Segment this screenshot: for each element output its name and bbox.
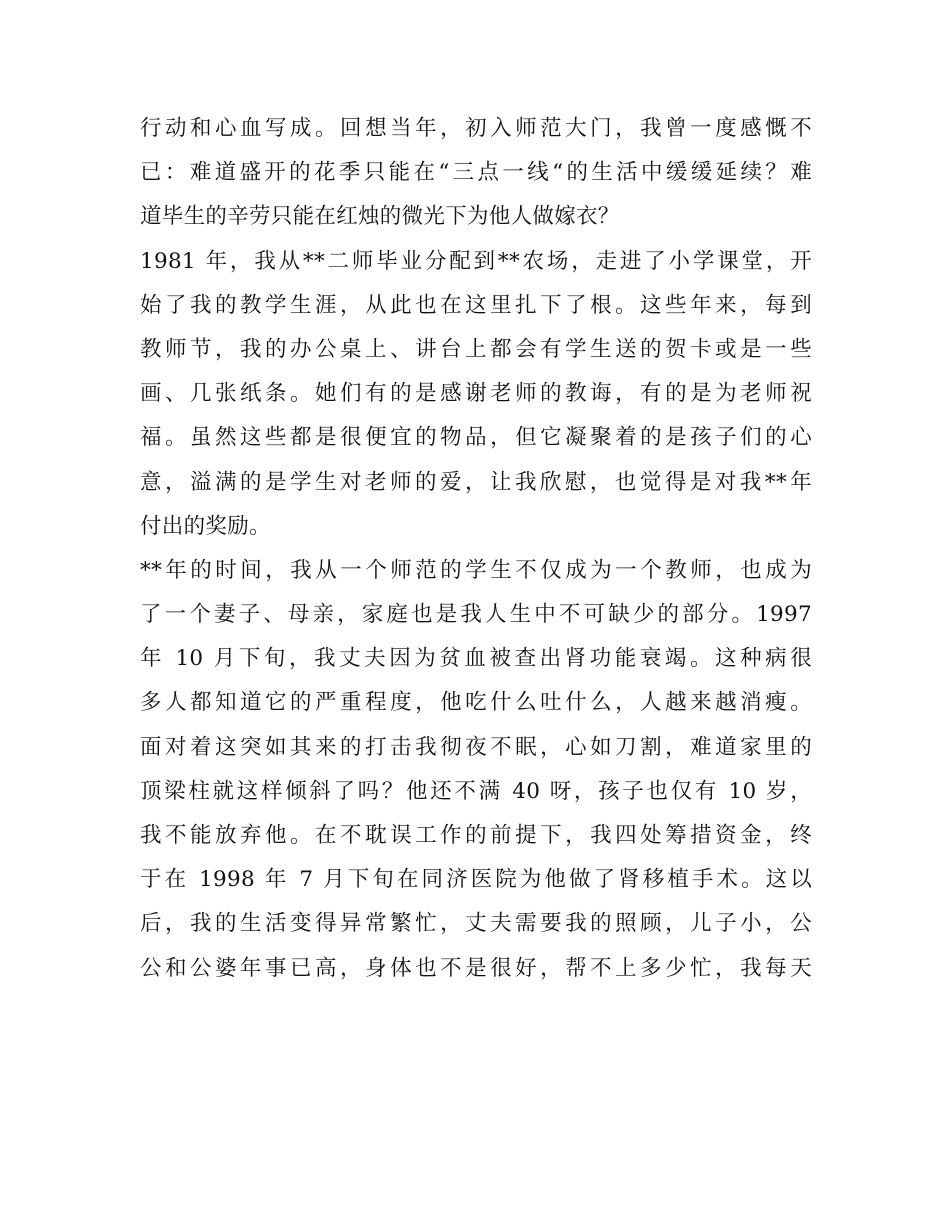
text-line: 顶梁柱就这样倾斜了吗？他还不满 40 呀，孩子也仅有 10 岁， (140, 778, 812, 804)
text-line: 福。虽然这些都是很便宜的物品，但它凝聚着的是孩子们的心 (140, 425, 812, 451)
text-line: 了一个妻子、母亲，家庭也是我人生中不可缺少的部分。1997 (140, 602, 812, 628)
text-line: 多人都知道它的严重程度，他吃什么吐什么，人越来越消瘦。 (140, 690, 812, 716)
text-line: 意，溢满的是学生对老师的爱，让我欣慰，也觉得是对我**年 (140, 469, 812, 495)
text-line: 我不能放弃他。在不耽误工作的前提下，我四处筹措资金，终 (140, 823, 812, 848)
text-line: 后，我的生活变得异常繁忙，丈夫需要我的照顾，儿子小，公 (140, 911, 812, 937)
text-line: 付出的奖励。 (140, 513, 271, 539)
text-line: 道毕生的辛劳只能在红烛的微光下为他人做嫁衣？ (140, 204, 620, 230)
text-line: 1981 年，我从**二师毕业分配到**农场，走进了小学课堂，开 (140, 248, 812, 274)
text-line: 面对着这突如其来的打击我彻夜不眠，心如刀割，难道家里的 (140, 734, 812, 760)
text-line: 已：难道盛开的花季只能在“三点一线“的生活中缓缓延续？难 (140, 160, 812, 186)
text-line: 于在 1998 年 7 月下旬在同济医院为他做了肾移植手术。这以 (140, 867, 812, 893)
text-line: 行动和心血写成。回想当年，初入师范大门，我曾一度感慨不 (140, 116, 812, 141)
text-line: 画、几张纸条。她们有的是感谢老师的教诲，有的是为老师祝 (140, 381, 812, 407)
text-line: 公和公婆年事已高，身体也不是很好，帮不上多少忙，我每天 (140, 955, 812, 981)
text-line: 始了我的教学生涯，从此也在这里扎下了根。这些年来，每到 (140, 292, 812, 318)
body-text (140, 107, 812, 991)
text-line: **年的时间，我从一个师范的学生不仅成为一个教师，也成为 (140, 557, 812, 583)
text-line: 教师节，我的办公桌上、讲台上都会有学生送的贺卡或是一些 (140, 336, 812, 362)
text-line: 年 10 月下旬，我丈夫因为贫血被查出肾功能衰竭。这种病很 (140, 646, 812, 672)
